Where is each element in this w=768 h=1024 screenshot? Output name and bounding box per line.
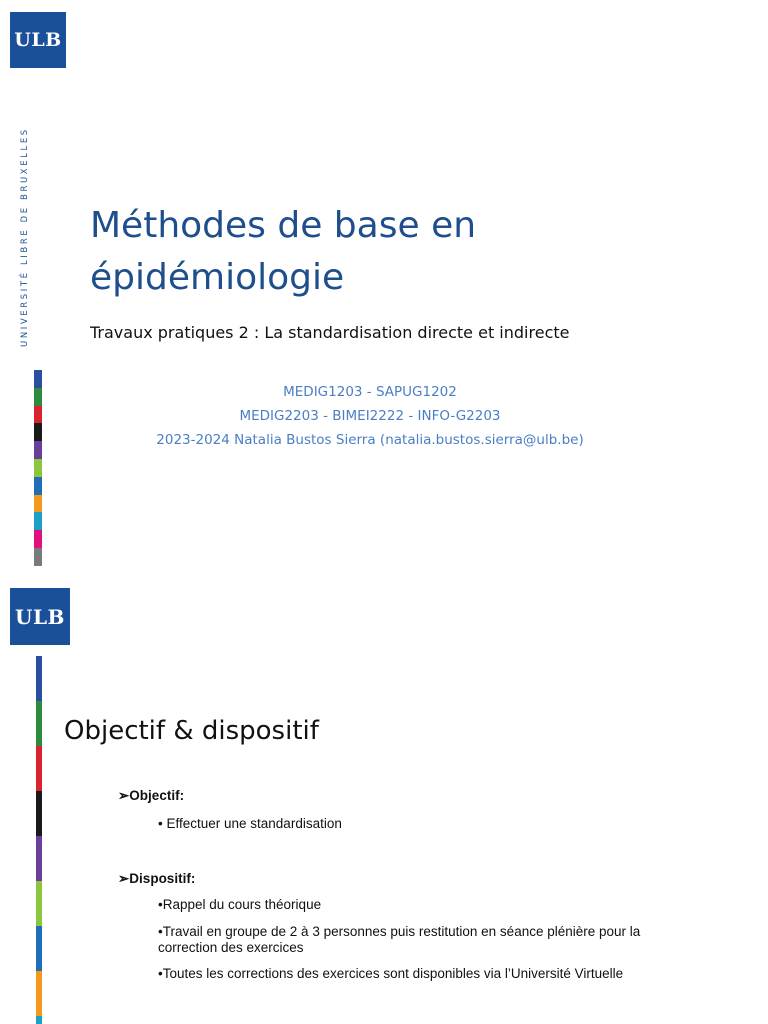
color-stripe-segment (36, 836, 42, 881)
color-stripe-segment (34, 423, 42, 441)
slide-title (90, 200, 730, 304)
color-stripe-segment (36, 701, 42, 746)
slide-title: Objectif & dispositif (64, 716, 319, 746)
dispositif-heading: ➢Dispositif: (118, 871, 196, 886)
color-stripe-segment (34, 477, 42, 495)
title-line-1: Méthodes de base en (90, 205, 477, 246)
dispositif-item: •Travail en groupe de 2 à 3 personnes puis restitution en séance plénière pour la correction des exercices (158, 924, 641, 955)
color-stripe-segment (36, 656, 42, 701)
color-stripe-segment (36, 926, 42, 971)
color-stripe-segment (34, 441, 42, 459)
ulb-logo: ULB (10, 588, 70, 645)
color-stripe-segment (36, 881, 42, 926)
color-stripe-segment (34, 406, 42, 424)
color-stripe-segment (34, 459, 42, 477)
color-stripe-segment (34, 388, 42, 406)
color-stripe-segment (34, 370, 42, 388)
color-stripe-segment (34, 512, 42, 530)
content-slide (0, 576, 768, 1024)
color-stripe-segment (36, 1016, 42, 1024)
ulb-logo: ULB (10, 12, 66, 68)
objectif-item: • Effectuer une standardisation (158, 816, 342, 831)
color-stripe-segment (36, 746, 42, 791)
author-line: 2023-2024 Natalia Bustos Sierra (natalia.bustos.sierra@ulb.be) (156, 432, 584, 448)
course-info (90, 380, 650, 452)
color-stripe-segment (34, 530, 42, 548)
color-stripe-segment (36, 971, 42, 1016)
objectif-heading: ➢Objectif: (118, 788, 185, 803)
color-stripe-segment (34, 495, 42, 513)
color-stripe-segment (34, 548, 42, 566)
course-codes-line: MEDIG2203 - BIMEI2222 - INFO-G2203 (239, 408, 501, 424)
university-name-vertical: UNIVERSITÉ LIBRE DE BRUXELLES (20, 127, 30, 347)
dispositif-item: •Rappel du cours théorique (158, 897, 322, 912)
color-stripe-segment (36, 791, 42, 836)
course-codes-line: MEDIG1203 - SAPUG1202 (283, 384, 457, 400)
title-line-2: épidémiologie (90, 257, 345, 298)
slide-subtitle: Travaux pratiques 2 : La standardisation directe et indirecte (90, 323, 570, 342)
dispositif-item: •Toutes les corrections des exercices sont disponibles via l’Université Virtuelle (158, 966, 624, 981)
